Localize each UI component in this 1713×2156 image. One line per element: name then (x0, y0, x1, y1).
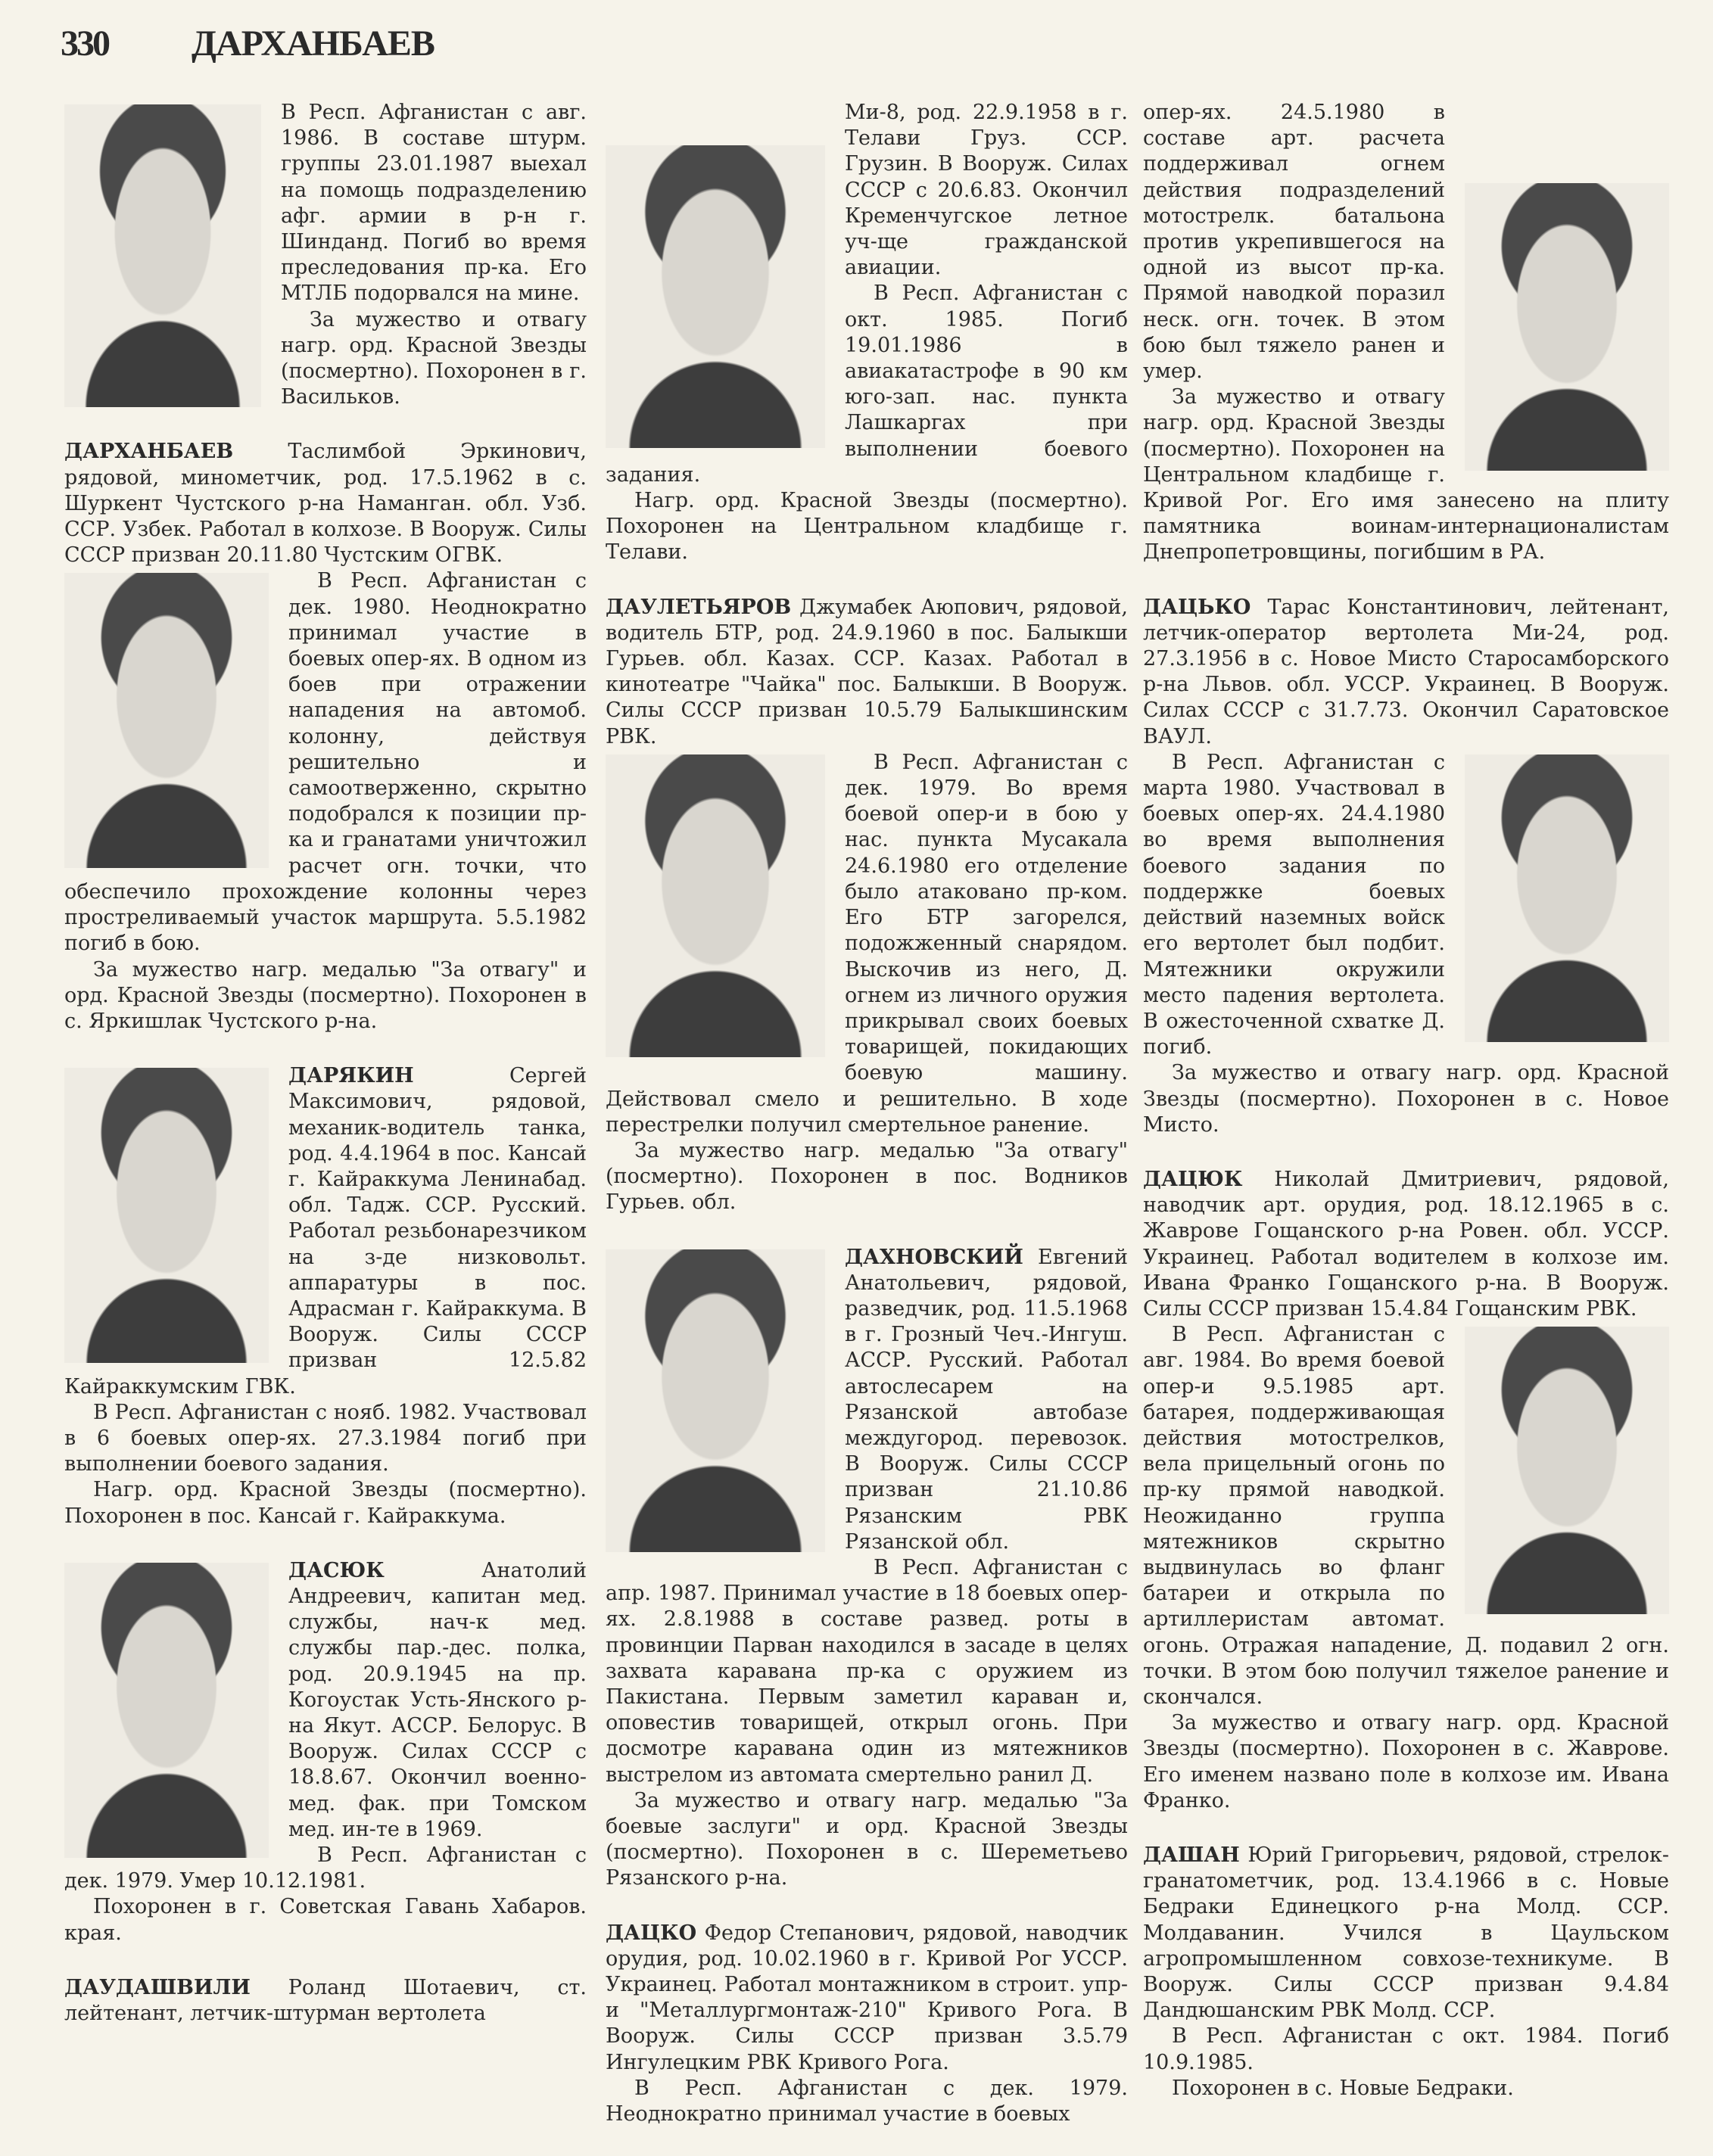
entry-dakhnovsky (606, 1245, 1128, 1892)
entry-paragraph: Похоронен в г. Советская Гавань Хабаров. края. (64, 1895, 587, 1945)
entry-paragraph: Юрий Григорьевич, рядовой, стрелок-гранатометчик, род. 13.4.1966 в с. Новые Бедраки Единецкого р-на Молд. ССР. Молдаванин. Учился в Цаульском агропромышленном совхозе-техникуме. В Вооруж. Силы СССР призван 9.4.84 Дандюшанским РВК Молд. ССР. (1143, 1843, 1669, 2023)
entry-dasyuk (64, 1558, 587, 1946)
column-1 (64, 100, 587, 2055)
entry-paragraph: За мужество нагр. медалью "За отвагу" и орд. Красной Звезды (посмертно). Похоронен в с. Яркишлак Чустского р-на. (64, 957, 587, 1033)
entry-continued (64, 100, 587, 410)
entry-surname: ДАЦЮК (1143, 1167, 1243, 1191)
entry-paragraph: Сергей Максимович, рядовой, механик-водитель танка, род. 4.4.1964 в пос. Кансай г. Кайраккума Ленинабад. обл. Тадж. ССР. Русский. Работал резьбонарезчиком на з-де низковольт. аппаратуры в пос. Адрасман г. Кайраккума. В Вооруж. Силы СССР призван 12.5.82 Кайраккумским ГВК. (64, 1064, 587, 1398)
entry-surname: ДАШАН (1143, 1843, 1240, 1867)
entry-paragraph: В Респ. Афганистан с дек. 1979. Во время боевой опер-и в бою у нас. пункта Мусакала 24.6.1980 его отделение было атаковано пр-ком. Его БТР загорелся, подожженный снарядом. Выскочив из него, Д. огнем из личного оружия прикрывал своих боевых товарищей, покидающих боевую машину. Действовал смело и решительно. В ходе перестрелки получил смертельное ранение. (606, 750, 1128, 1137)
entry-paragraph: Ми-8, род. 22.9.1958 в г. Телави Груз. ССР. Грузин. В Вооруж. Силах СССР с 20.6.83. Окончил Кременчугское летное уч-ще гражданской авиации. (845, 101, 1128, 280)
entry-surname: ДАЦКО (606, 1921, 697, 1945)
entry-paragraph: За мужество и отвагу нагр. орд. Красной Звезды (посмертно). Похоронен на Центральном кладбище г. Кривой Рог. Его имя занесено на плиту памятника воинам-интернационалистам Днепропетровщины, погибшим в РА. (1143, 385, 1669, 565)
entry-surname: ДАРЯКИН (288, 1064, 414, 1088)
page-header (61, 23, 434, 76)
portrait-photo (64, 573, 269, 868)
entry-paragraph: Похоронен в с. Новые Бедраки. (1172, 2076, 1514, 2100)
running-title: ДАРХАНБАЕВ (192, 23, 434, 64)
entry-paragraph: В Респ. Афганистан с окт. 1984. Погиб 10.9.1985. (1143, 2024, 1669, 2074)
entry-paragraph: Таслимбой Эркинович, рядовой, минометчик, род. 17.5.1962 в с. Шуркент Чустского р-на Наманган. обл. Узб. ССР. Узбек. Работал в колхозе. В Вооруж. Силы СССР призван 20.11.80 Чустским ОГВК. (64, 440, 587, 568)
entry-datsyuk (1143, 1167, 1669, 1814)
entry-datsko-continued (1143, 100, 1669, 566)
entry-paragraph: За мужество и отвагу нагр. медалью "За боевые заслуги" и орд. Красной Звезды (посмертно). Похоронен в с. Шереметьево Рязанского р-на. (606, 1788, 1128, 1890)
entry-paragraph: Нагр. орд. Красной Звезды (посмертно). Похоронен в пос. Кансай г. Кайраккума. (64, 1478, 587, 1528)
column-2 (606, 100, 1128, 2156)
entry-paragraph: В Респ. Афганистан с окт. 1985. Погиб 19.01.1986 в авиакатастрофе в 90 км юго-зап. нас. пункта Лашкаргах при выполнении боевого задания. (606, 282, 1128, 487)
entry-paragraph: В Респ. Афганистан с марта 1980. Участвовал в боевых опер-ях. 24.4.1980 во время выполнения боевого задания по поддержке боевых действий наземных войск его вертолет был подбит. Мятежники окружили место падения вертолета. В ожесточенной схватке Д. погиб. (1143, 750, 1445, 1059)
portrait-photo (64, 1563, 269, 1858)
entry-surname: ДАУЛЕТЬЯРОВ (606, 595, 792, 619)
entry-daudashvili (64, 1975, 587, 2027)
entry-paragraph: В Респ. Афганистан с апр. 1987. Принимал участие в 18 боевых опер-ях. 2.8.1988 в составе развед. роты в провинции Парван находился в засаде в целях захвата каравана пр-ка с оружием из Пакистана. Первым заметил караван и, оповестив товарищей, открыл огонь. При досмотре каравана один из мятежников выстрелом из автомата смертельно ранил Д. (606, 1555, 1128, 1787)
entry-surname: ДАСЮК (288, 1558, 385, 1582)
entry-darkhanbaev (64, 439, 587, 1034)
portrait-photo (64, 104, 261, 407)
entry-dashan (1143, 1843, 1669, 2102)
entry-paragraph: Анатолий Андреевич, капитан мед. службы, нач-к мед. службы пар.-дес. полка, род. 20.9.1945 на пр. Когоустак Усть-Янского р-на Якут. АССР. Белорус. В Вооруж. Силах СССР с 18.8.67. Окончил военно-мед. фак. при Томском мед. ин-те в 1969. (288, 1558, 587, 1841)
portrait-photo (1465, 183, 1669, 471)
entry-daudashvili-continued (606, 100, 1128, 566)
entry-dauletyarov (606, 595, 1128, 1216)
entry-paragraph: В Респ. Афганистан с нояб. 1982. Участвовал в 6 боевых опер-ях. 27.3.1984 погиб при выполнении боевого задания. (64, 1400, 587, 1476)
portrait-photo (606, 754, 825, 1057)
entry-paragraph: Джумабек Аюпович, рядовой, водитель БТР, род. 24.9.1960 в пос. Балыкши Гурьев. обл. Казах. ССР. Казах. Работал в кинотеатре "Чайка" пос. Балыкши. В Вооруж. Силы СССР призван 10.5.79 Балыкшинским РВК. (606, 595, 1128, 748)
entry-paragraph: Федор Степанович, рядовой, наводчик орудия, род. 10.02.1960 в г. Кривой Рог УССР. Украинец. Работал монтажником в строит. упр-и "Металлургмонтаж-210" Кривого Рога. В Вооруж. Силы СССР призван 3.5.79 Ингулецким РВК Кривого Рога. (606, 1921, 1128, 2074)
entry-paragraph: Евгений Анатольевич, рядовой, разведчик, род. 11.5.1968 в г. Грозный Чеч.-Ингуш. АССР. Русский. Работал автослесарем на Рязанской автобазе междугород. перевозок. В Вооруж. Силы СССР призван 21.10.86 Рязанским РВК Рязанской обл. (845, 1245, 1128, 1554)
entry-datsko-fedor (606, 1921, 1128, 2128)
entry-paragraph: опер-ях. 24.5.1980 в составе арт. расчета поддерживал огнем действия подразделений мотострелк. батальона против укрепившегося на одной из высот пр-ка. Прямой наводкой поразил неск. огн. точек. В этом бою был тяжело ранен и умер. (1143, 101, 1445, 384)
entry-surname: ДАРХАНБАЕВ (64, 440, 234, 464)
entry-paragraph: Николай Дмитриевич, рядовой, наводчик арт. орудия, род. 18.12.1965 в с. Жаврове Гощанского р-на Ровен. обл. УССР. Украинец. Работал водителем в колхозе им. Ивана Франко Гощанского р-на. В Вооруж. Силы СССР призван 15.4.84 Гощанским РВК. (1143, 1167, 1669, 1321)
portrait-photo (1465, 754, 1669, 1042)
entry-paragraph: Роланд Шотаевич, ст. лейтенант, летчик-штурман вертолета (64, 1975, 587, 2026)
entry-paragraph: Тарас Константинович, лейтенант, летчик-оператор вертолета Ми-24, род. 27.3.1956 в с. Новое Мисто Старосамборского р-на Львов. обл. УССР. Украинец. В Вооруж. Силах СССР с 31.7.73. Окончил Саратовское ВАУЛ. (1143, 595, 1669, 748)
entry-paragraph: За мужество и отвагу нагр. орд. Красной Звезды (посмертно). Похоронен в с. Новое Мисто. (1143, 1061, 1669, 1137)
portrait-photo (606, 1249, 825, 1552)
portrait-photo (606, 145, 825, 448)
entry-paragraph: В Респ. Афганистан с дек. 1980. Неоднократно принимал участие в боевых опер-ях. В одном из боев при отражении нападения на автомоб. колонну, действуя решительно и самоотверженно, скрытно подобрался к позиции пр-ка и гранатами уничтожил расчет огн. точки, что обеспечило прохождение колонны через простреливаемый участок маршрута. 5.5.1982 погиб в бою. (64, 569, 587, 956)
entry-paragraph: В Респ. Афганистан с авг. 1986. В составе штурм. группы 23.01.1987 выехал на помощь подразделению афг. армии в р-н г. Шинданд. Погиб во время преследования пр-ка. Его МТЛБ подорвался на мине. (281, 101, 587, 306)
column-3 (1143, 100, 1669, 2130)
entry-paragraph: В Респ. Афганистан с дек. 1979. Неоднократно принимал участие в боевых (606, 2076, 1128, 2126)
entry-daryakin (64, 1063, 587, 1529)
entry-datsko-taras (1143, 595, 1669, 1138)
entry-surname: ДАХНОВСКИЙ (845, 1245, 1023, 1269)
entry-paragraph: За мужество и отвагу нагр. орд. Красной Звезды (посмертно). Похоронен в г. Васильков. (281, 307, 587, 409)
entry-paragraph: За мужество и отвагу нагр. орд. Красной Звезды (посмертно). Похоронен в с. Жаврове. Его именем названо поле в колхозе им. Ивана Франко. (1143, 1711, 1669, 1812)
portrait-photo (64, 1068, 269, 1363)
entry-paragraph: В Респ. Афганистан с авг. 1984. Во время боевой опер-и 9.5.1985 арт. батарея, поддерживающая действия мотострелков, вела прицельный огонь по пр-ку прямой наводкой. Неожиданно группа мятежников скрытно выдвинулась во фланг батареи и открыла по артиллеристам автомат. огонь. Отражая нападение, Д. подавил 2 огн. точки. В этом бою получил тяжелое ранение и скончался. (1143, 1323, 1669, 1709)
page-number: 330 (61, 23, 108, 64)
entry-paragraph: Нагр. орд. Красной Звезды (посмертно). Похоронен на Центральном кладбище г. Телави. (606, 489, 1128, 565)
entry-paragraph: В Респ. Афганистан с дек. 1979. Умер 10.12.1981. (64, 1843, 587, 1893)
entry-surname: ДАУДАШВИЛИ (64, 1975, 251, 1999)
entry-surname: ДАЦЬКО (1143, 595, 1251, 619)
portrait-photo (1465, 1327, 1669, 1614)
entry-paragraph: За мужество нагр. медалью "За отвагу" (посмертно). Похоронен в пос. Водников Гурьев. обл. (606, 1138, 1128, 1215)
